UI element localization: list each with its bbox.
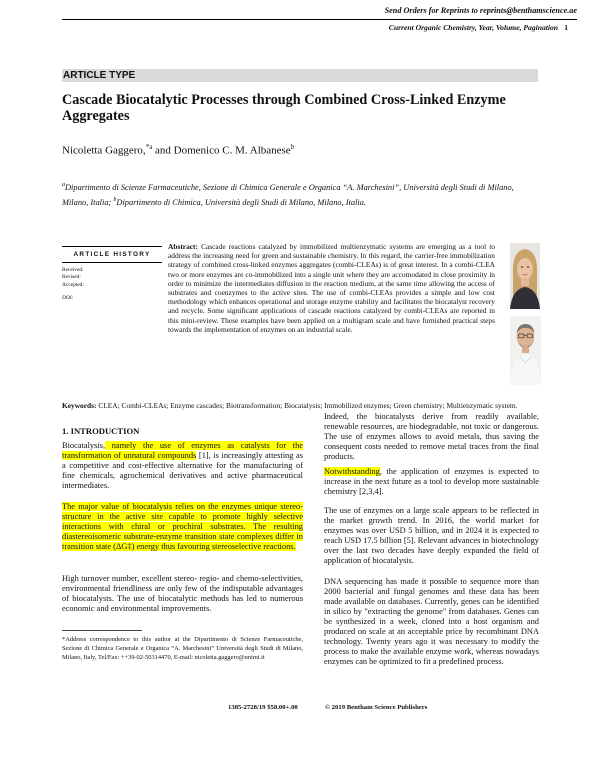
footer-copyright: © 2019 Bentham Science Publishers <box>325 704 428 711</box>
correspondence-footnote: *Address correspondence to this author at the Dipartimento di Scienze Farmaceutiche, Sezione di Chimica Generale e Organica “A. Marchesini” Università degli Studi di Milano, Milano, Italy, Tel/Fax: ++39-02-50314470, E-mail: nicoletta.gaggero@unimi.it <box>62 636 303 661</box>
section-heading-introduction: 1. INTRODUCTION <box>62 426 140 436</box>
author-2-mark: b <box>290 143 295 151</box>
history-received: Received: <box>62 267 84 273</box>
keywords-text: CLEA; Combi-CLEAs; Enzyme cascades; Biotransformation; Biocatalysis; Immobilized enzymes; Green chemistry; Multienzymatic system. <box>96 401 518 410</box>
header-rule <box>62 19 577 20</box>
abstract-text: Cascade reactions catalyzed by immobilized multienzymatic systems are emerging as a tool to address the increasing need for green and sustainable chemistry. In this regard, the carrier-free immobilization strategy of combined cross-linked enzymes aggregates (combi-CLEAs) is of great interest. In a combi-CLEA two or more enzymes are co-immobilized into a single unit where they are accomodated in close proximity in order to minimize the intermediates diffusion in the reaction medium, at the same time allowing the access of substrates and coenzymes to the active sites. The use of combi-CLEAs provides a simple and low cost methodology which enhances operational and storage enzyme stability and facilitates the biocatalyst recovery and recycle. Some significant applications of cascade reactions catalyzed by combi-CLEAs are reported in this mini-review. These examples have been applied on a multigram scale and have furnished practical steps towards the implementation of enzymes on an industrial scale. <box>168 242 495 334</box>
affil-b: Dipartimento di Chimica, Università degli Studi di Milano, Milano, Italia. <box>116 197 367 207</box>
affil-mark-b: b <box>113 196 117 203</box>
footer-issn: 1385-2728/19 $58.00+.00 <box>228 704 298 711</box>
article-type-label: ARTICLE TYPE <box>63 70 136 81</box>
article-type-banner <box>62 69 538 82</box>
affil-mark-a: a <box>62 182 65 188</box>
right-p3-text: The use of enzymes on a large scale appears to be reflected in the market growth trend. In 2016, the world market for enzymes was over USD 5 billion, and in 2024 it is expected to reach USD 17.5 billion [5]. Relevant advances in biotechnology over the last two decades have deeply expanded the field of application of biocatalysis. <box>324 506 539 565</box>
right-p4-text: DNA sequencing has made it possible to sequence more than 2000 bacterial and fungal genomes and these data has been made available on databases. Currently, genes can be identified in silico by "extracting the genome" from databases. Genes can be synthesized in a week, cloned into a host organism and produced on scale at an acceptable price by recombinant DNA technology. Twenty years ago it was necessary to modify the process to make the available enzyme work, whereas nowadays enzymes can be optimized to fit a predefined process. <box>324 577 539 666</box>
abstract <box>168 242 495 334</box>
author-1: Nicoletta Gaggero, <box>62 144 146 157</box>
article-history-heading: ARTICLE HISTORY <box>73 251 151 258</box>
author-list <box>62 143 294 157</box>
article-title: Cascade Biocatalytic Processes through Combined Cross-Linked Enzyme Aggregates <box>62 92 506 124</box>
right-p1-text: Indeed, the biocatalysts derive from readily available, renewable resources, are biodegradable, not toxic or dangerous. The use of enzymes allows to avoid metals, thus saving the consequent costs needed to remove metal traces from the final products. <box>324 412 539 461</box>
footnote-rule <box>62 630 142 631</box>
author-1-mark: *a <box>145 143 153 151</box>
right-paragraph-1 <box>324 412 539 462</box>
right-p2-highlight: Notwithstanding <box>324 467 380 476</box>
page-number: 1 <box>564 23 568 32</box>
intro-p1-highlight: namely the use of enzymes as catalysts for the transformation of unnatural compounds <box>62 441 303 460</box>
intro-p1-start: Biocatalysis, <box>62 441 106 450</box>
history-accepted: Accepted: <box>62 281 84 288</box>
author-photo-gaggero <box>510 243 540 309</box>
intro-p2-highlight: The major value of biocatalysis relies on the enzymes unique stereo-structure in the active site capable to promote highly selective interactions with chiral or prochiral substrates. The resulting diastereoisomeric substrate-enzyme transition state complexes differ in transition state (ΔG‡) energy thus favouring stereoselective reactions. <box>62 502 303 551</box>
intro-paragraph-3 <box>62 574 303 614</box>
right-paragraph-4 <box>324 577 539 667</box>
right-p2-text: , the application of enzymes is expected to increase in the next future as a tool to develop more sustainable chemistry [2,3,4]. <box>324 467 539 496</box>
history-dates <box>62 267 84 289</box>
author-2: and Domenico C. M. Albanese <box>152 144 291 157</box>
intro-paragraph-2 <box>62 502 303 552</box>
affiliations <box>62 179 538 209</box>
history-bottom-rule <box>62 262 162 263</box>
right-paragraph-3 <box>324 506 539 566</box>
journal-citation: Current Organic Chemistry, Year, Volume, Pagination <box>388 23 558 32</box>
intro-p3-text: High turnover number, excellent stereo- regio- and chemo-selectivities, environmental friendliness are only few of the indisputable advantages of biocatalysts. The use of biocatalytic methods has led to numerous economic and environmental improvements. <box>62 574 303 613</box>
history-doi: DOI: <box>62 295 74 301</box>
affil-a: Dipartimento di Scienze Farmaceutiche, Sezione di Chimica Generale e Organica “A. Marchesini”, Università degli Studi di Milano, Milano, Italia; <box>62 182 514 207</box>
history-top-rule <box>62 246 162 247</box>
reprints-notice: Send Orders for Reprints to reprints@benthamscience.ae <box>384 6 577 15</box>
intro-paragraph-1 <box>62 441 303 491</box>
keywords-label: Keywords: <box>62 401 97 410</box>
right-paragraph-2 <box>324 467 539 497</box>
keywords <box>62 401 538 410</box>
abstract-label: Abstract: <box>168 242 198 251</box>
intro-p1-end: [1], is increasingly attesting as a competitive and cost-effective alternative for the manufacturing of fine chemicals, agrochemical derivatives and active pharmaceutical intermediates. <box>62 451 303 490</box>
history-revised: Revised: <box>62 274 81 281</box>
author-photo-albanese <box>510 316 541 385</box>
